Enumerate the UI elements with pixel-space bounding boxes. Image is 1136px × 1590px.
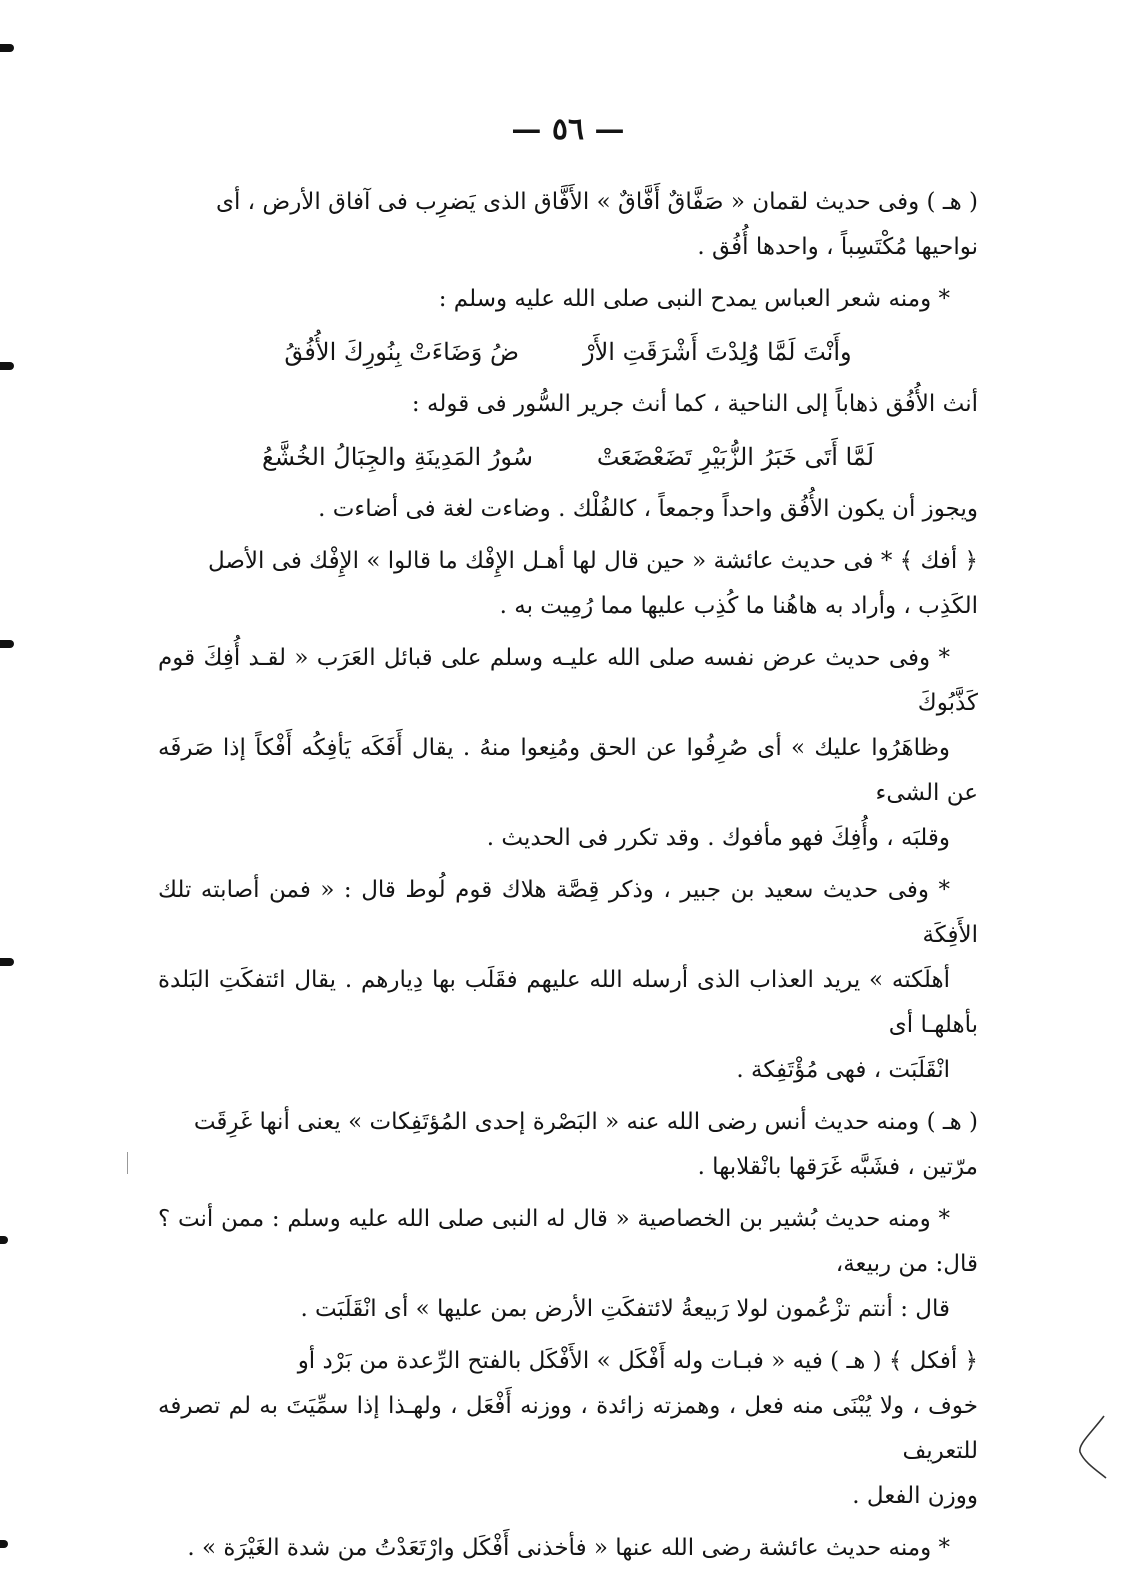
verse-second-hemistich: ضُ وَضَاءَتْ بِنُورِكَ الأُفُقُ [284, 338, 519, 366]
text-line: أهلَكته » يريد العذاب الذى أرسله الله عليهم فقَلَب بها دِيارهم . يقال ائتفكَتِ البَلدة بأهلهـا أى [158, 967, 978, 1038]
poem-verse-jarir [158, 434, 978, 480]
scan-edge-mark [0, 1236, 8, 1244]
text-line: أنث الأُفُق ذهاباً إلى الناحية ، كما أنث جرير السُّور فى قوله : [411, 391, 978, 417]
text-line: * وفى حديث عرض نفسه صلى الله عليـه وسلم على قبائل العَرَب « لقـد أُفِكَ قوم كَذَّبُوكَ [158, 645, 978, 716]
scan-edge-mark [0, 1540, 8, 1548]
text-line: * وفى حديث سعيد بن جبير ، وذكر قِصَّة هلاك قوم لُوط قال : « فمن أصابته تلك الأَفِكَة [158, 877, 978, 948]
text-line: * ومنه حديث عائشة رضى الله عنها « فأخذنى أَفْكَل وارْتَعَدْتُ من شدة الغَيْرَة » . [187, 1535, 950, 1561]
paragraph-afk-basra [158, 1100, 978, 1190]
text-line: خوف ، ولا يُبْنَى منه فعل ، وهمزته زائدة ، ووزنه أَفْعَل ، ولهـذا إذا سمِّيَتَ به لم تصرفه للتعريف [158, 1393, 978, 1464]
margin-pen-mark [1074, 1412, 1108, 1482]
paragraph-afk-tribes [158, 636, 978, 861]
paragraph-afk-bushair [158, 1197, 978, 1332]
text-line: ويجوز أن يكون الأُفُق واحداً وجمعاً ، كالفُلْك . وضاءت لغة فى أضاءت . [318, 496, 978, 522]
text-line: ووزن الفعل . [852, 1483, 978, 1509]
scan-artifact-line [127, 1152, 128, 1174]
scan-edge-mark [0, 640, 14, 648]
text-line: ( هـ ) ومنه حديث أنس رضى الله عنه « البَصْرة إحدى المُؤتَفِكات » يعنى أنها غَرِقَت [193, 1109, 978, 1135]
scan-edge-mark [0, 44, 14, 52]
poem-verse-abbas [158, 329, 978, 375]
text-line: وقلبَه ، وأُفِكَ فهو مأفوك . وقد تكرر فى الحديث . [486, 825, 950, 851]
text-line: ﴿ أفك ﴾ * فى حديث عائشة « حين قال لها أهـل الإِفْك ما قالوا » الإِفْك فى الأصل [207, 548, 978, 574]
text-line: انْقَلَبَت ، فهى مُؤْتَفِكة . [736, 1057, 950, 1083]
paragraph-afk-said-ibn-jubair [158, 868, 978, 1093]
text-line: مرّتين ، فشَبَّه غَرَقها بانْقلابها . [697, 1154, 978, 1180]
entry-afk [158, 539, 978, 629]
verse-first-hemistich: وأَنْتَ لَمَّا وُلِدْتَ أَشْرَقَتِ الأَرْ [583, 338, 852, 366]
paragraph-ufuq-plural [158, 487, 978, 532]
text-line: ( هـ ) وفى حديث لقمان « صَفَّاقٌ أَفَّاقٌ » الأَفَّاق الذى يَضرِب فى آفاق الأرض ، أى [215, 189, 978, 215]
verse-first-hemistich: لَمَّا أَتَى خَبَرُ الزُّبَيْرِ تَضَعْضَعَتْ [596, 443, 875, 471]
paragraph-afkal-aisha [158, 1526, 978, 1571]
paragraph-ufuq-gender [158, 382, 978, 427]
page-number: — ٥٦ — [511, 112, 625, 147]
text-line: ﴿ أفكل ﴾ ( هـ ) فيه « فبـات وله أَفْكَل » الأَفْكَل بالفتح الرِّعدة من بَرْد أو [297, 1348, 978, 1374]
dictionary-text-body [158, 180, 978, 1578]
paragraph-abbas-poem-intro [158, 277, 978, 322]
paragraph-afaq-luqman [158, 180, 978, 270]
text-line: وظاهَرُوا عليك » أى صُرِفُوا عن الحق ومُنِعوا منهُ . يقال أَفَكَه يَأفِكُه أَفْكاً إذا صَرفَه عن الشىء [158, 735, 978, 806]
text-line: نواحيها مُكْتَسِباً ، واحدها أُفُق . [697, 234, 978, 260]
scan-edge-mark [0, 362, 14, 370]
entry-afkal [158, 1339, 978, 1519]
text-line: * ومنه حديث بُشير بن الخصاصية « قال له النبى صلى الله عليه وسلم : ممن أنت ؟ قال: من ربيعة، [158, 1206, 978, 1277]
scan-edge-mark [0, 958, 14, 966]
verse-second-hemistich: سُورُ المَدِينَةِ والجِبَالُ الخُشَّعُ [261, 443, 533, 471]
text-line: الكَذِب ، وأراد به هاهُنا ما كُذِب عليها مما رُمِيت به . [499, 593, 978, 619]
text-line: قال : أنتم تزْعُمون لولا رَبيعةُ لائتفكَتِ الأرض بمن عليها » أى انْقَلَبَت . [300, 1296, 950, 1322]
text-line: * ومنه شعر العباس يمدح النبى صلى الله عليه وسلم : [438, 286, 950, 312]
